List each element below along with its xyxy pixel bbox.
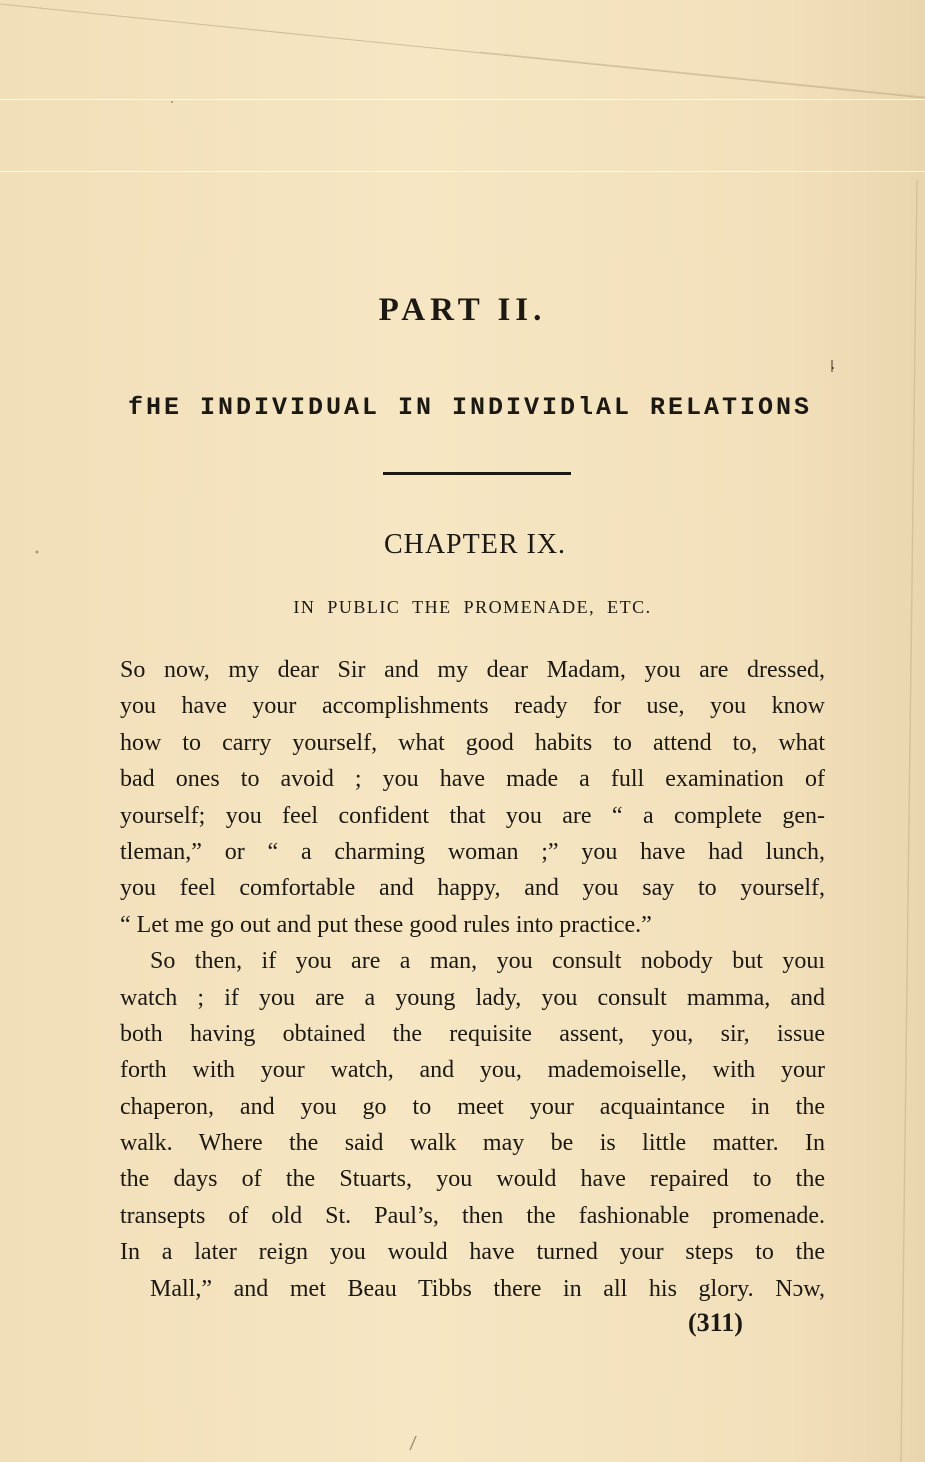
text-line: “ Let me go out and put these good rules into practice.” [120, 911, 652, 938]
chapter-title: CHAPTER IX. [383, 529, 567, 560]
text-line: both having obtained the requisite assent, you, sir, issue [120, 1020, 825, 1047]
text-line: the days of the Stuarts, you would have repaired to the [120, 1166, 825, 1193]
part-title: PART II. [378, 292, 547, 328]
text-line: chaperon, and you go to meet your acquaintance in the [120, 1093, 825, 1120]
text-line: you have your accomplishments ready for use, you know [120, 693, 825, 720]
text-line: So now, my dear Sir and my dear Madam, you are dressed, [120, 657, 825, 683]
page-number: (311) [688, 1308, 743, 1337]
text-line: So then, if you are a man, you consult nobody but youı [150, 948, 825, 975]
text-line: bad ones to avoid ; you have made a full examination of [120, 766, 825, 793]
text-line: Mall,” and met Beau Tibbs there in all his glory. Nɔw, [150, 1275, 825, 1302]
title-divider-rule [383, 472, 571, 475]
text-line: tleman,” or “ a charming woman ;” you have had lunch, [120, 838, 825, 865]
text-line: transepts of old St. Paul’s, then the fashionable promenade. [120, 1202, 825, 1229]
text-line: forth with your watch, and you, mademoiselle, with your [120, 1057, 825, 1084]
body-text [120, 652, 825, 1307]
section-title: fHE INDIVIDUAL IN INDIVIDlAL RELATIONS [127, 393, 813, 422]
text-line: you feel comfortable and happy, and you say to yourself, [120, 875, 825, 902]
text-line: walk. Where the said walk may be is little matter. In [120, 1130, 825, 1157]
text-line: In a later reign you would have turned your steps to the [120, 1239, 825, 1266]
chapter-subtitle: IN PUBLIC THE PROMENADE, ETC. [293, 597, 652, 617]
text-line: yourself; you feel confident that you are “ a complete gen- [120, 802, 825, 829]
text-line: how to carry yourself, what good habits to attend to, what [120, 729, 825, 756]
text-line: watch ; if you are a young lady, you consult mamma, and [120, 984, 825, 1011]
